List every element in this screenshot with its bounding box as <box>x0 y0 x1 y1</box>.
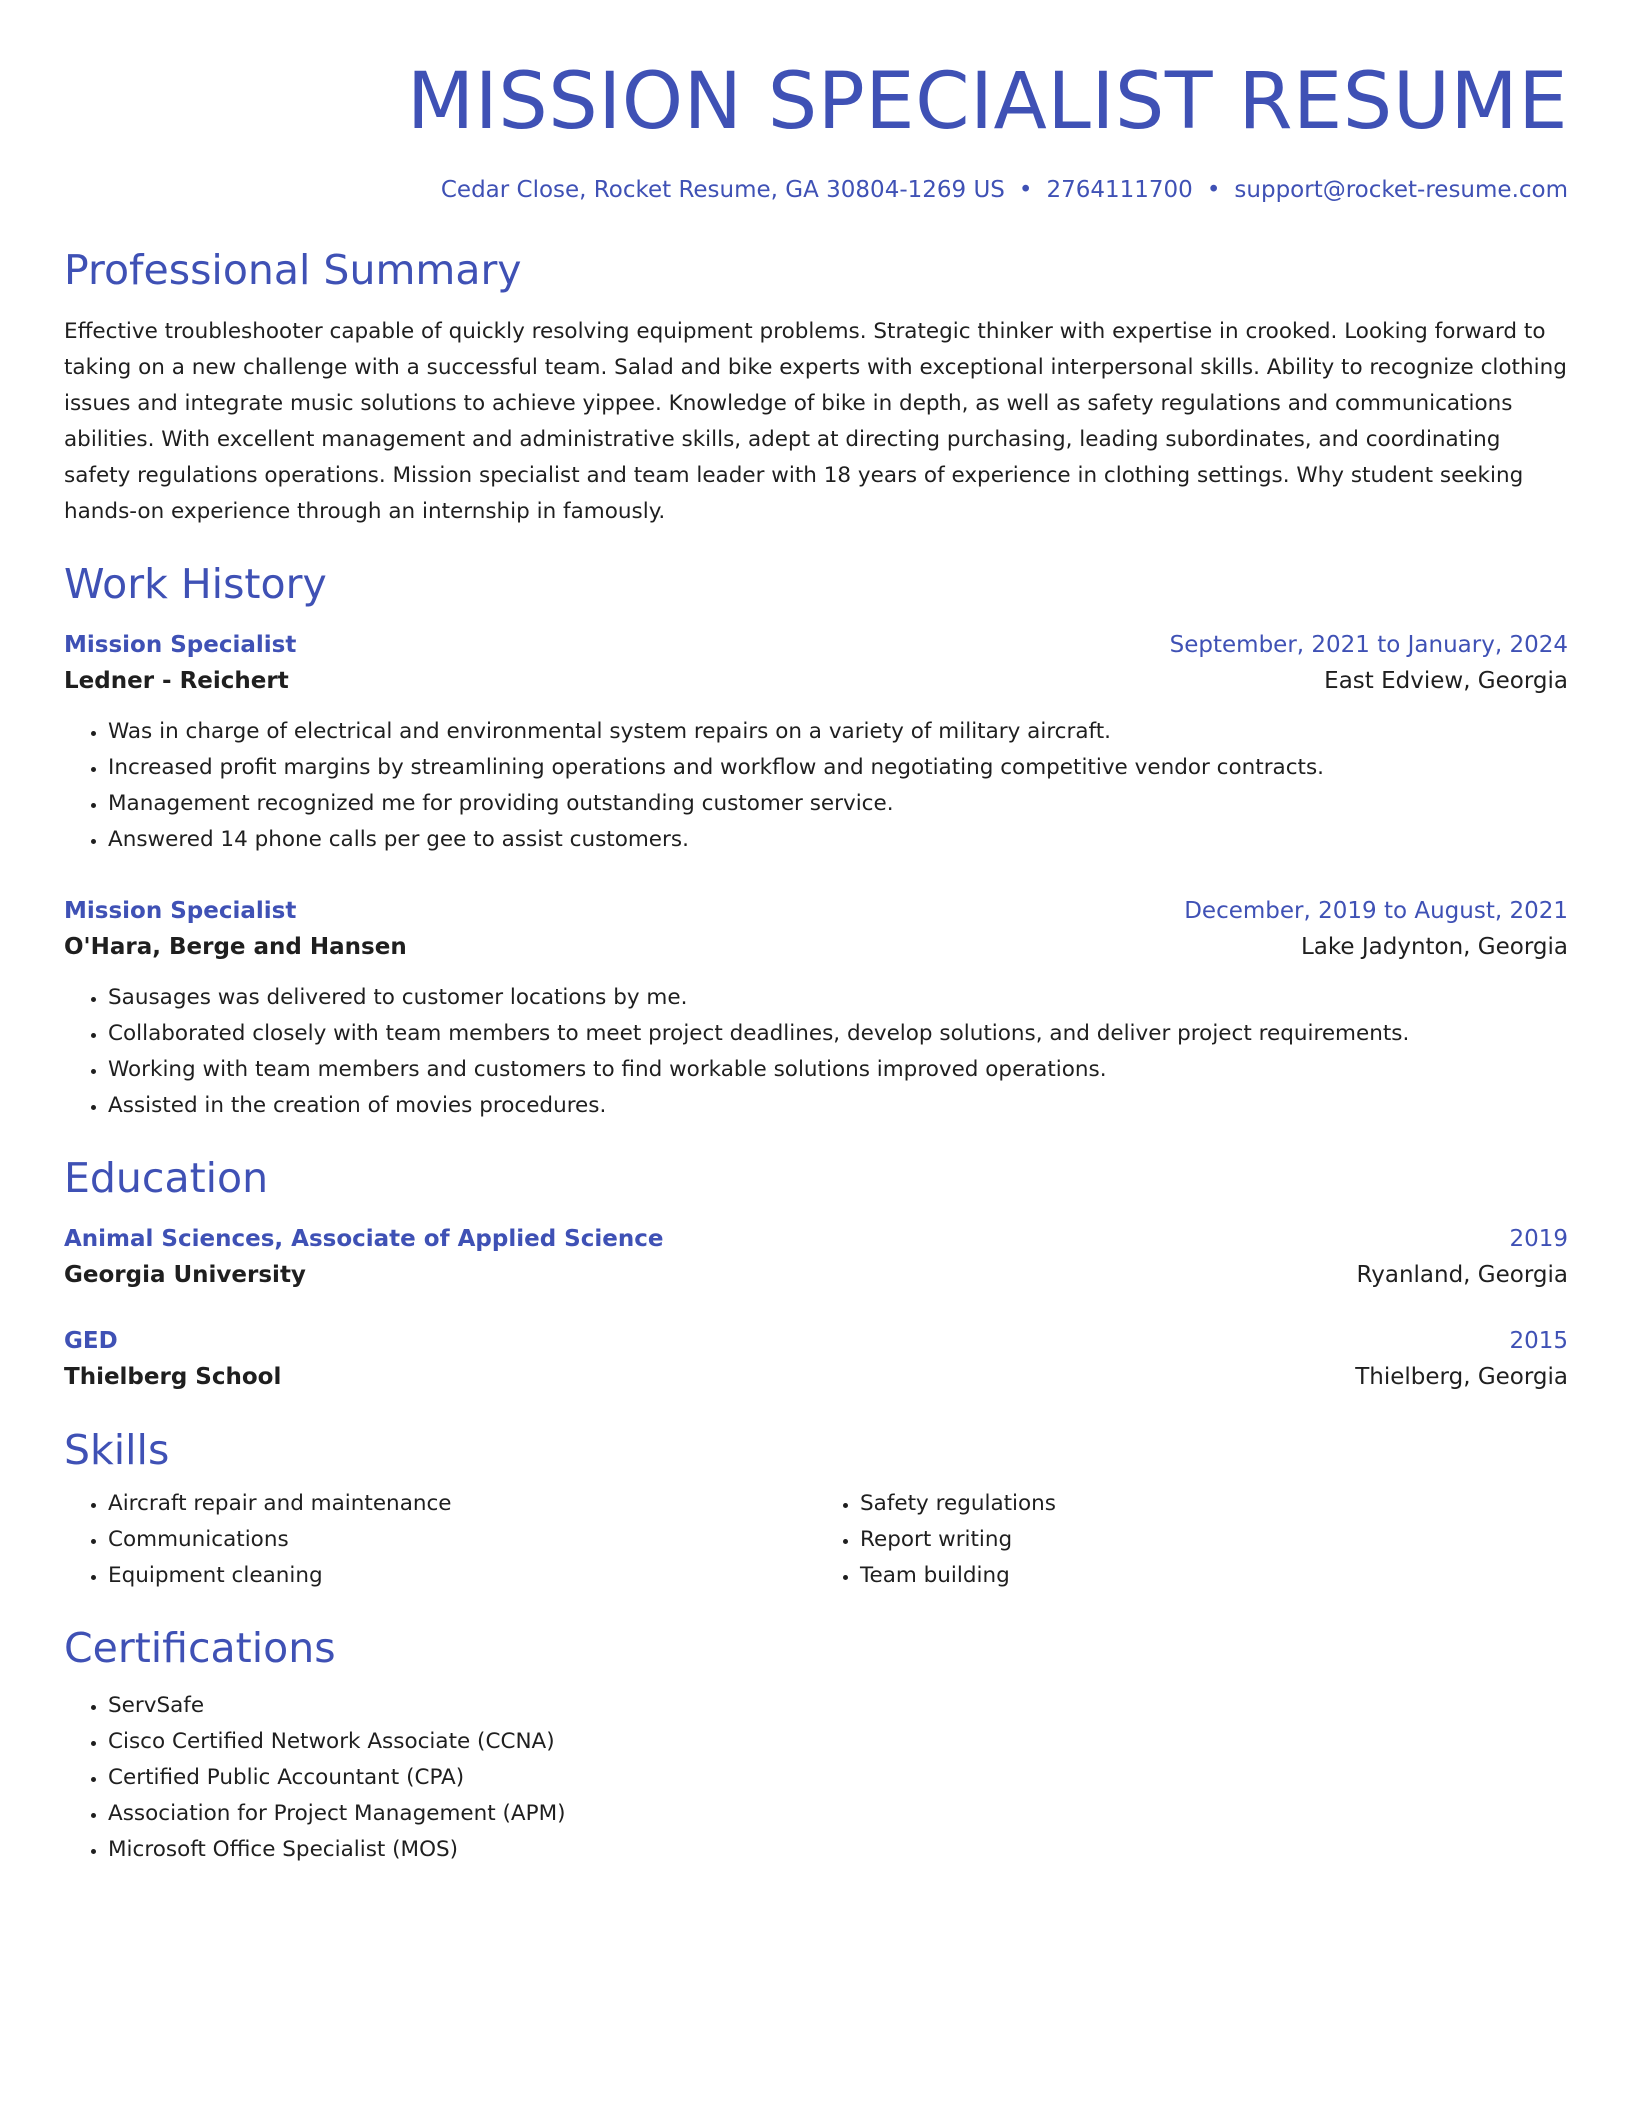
education-degree: Animal Sciences, Associate of Applied Science <box>64 1226 664 1252</box>
list-item: • Report writing <box>860 1522 1568 1558</box>
professional-summary-section <box>64 244 1568 530</box>
list-item: • Cisco Certified Network Associate (CCNA) <box>108 1724 1568 1760</box>
job-company: Ledner - Reichert <box>64 668 289 694</box>
education-year: 2015 <box>1509 1328 1568 1354</box>
skills-section <box>64 1424 1568 1594</box>
contact-address: Cedar Close, Rocket Resume, GA 30804-1269 US <box>440 177 1005 203</box>
section-heading: Certifications <box>64 1624 336 1672</box>
list-item: • Answered 14 phone calls per gee to assist customers. <box>108 822 1568 858</box>
skills-columns <box>64 1486 1568 1594</box>
job-location: East Edview, Georgia <box>1324 668 1568 694</box>
job-dates: December, 2019 to August, 2021 <box>1184 898 1568 924</box>
list-item: • Working with team members and customers to find workable solutions improved operations. <box>108 1052 1568 1088</box>
education-degree: GED <box>64 1328 118 1354</box>
job-role: Mission Specialist <box>64 898 297 924</box>
resume-header <box>64 0 1568 206</box>
contact-separator: • <box>1018 177 1033 203</box>
resume-title: MISSION SPECIALIST RESUME <box>406 57 1568 147</box>
section-heading: Professional Summary <box>64 246 522 294</box>
education-entry <box>64 1222 1568 1294</box>
list-item: • Microsoft Office Specialist (MOS) <box>108 1832 1568 1868</box>
certifications-list <box>64 1688 1568 1868</box>
skills-list-left <box>64 1486 816 1594</box>
job-entry <box>64 628 1568 858</box>
list-item: • Sausages was delivered to customer locations by me. <box>108 980 1568 1016</box>
section-heading: Skills <box>64 1426 170 1474</box>
education-location: Thielberg, Georgia <box>1355 1364 1568 1390</box>
list-item: • Team building <box>860 1558 1568 1594</box>
contact-email: support@rocket-resume.com <box>1234 177 1568 203</box>
work-history-section <box>64 558 1568 1124</box>
certifications-section <box>64 1622 1568 1868</box>
contact-separator: • <box>1206 177 1221 203</box>
education-entry <box>64 1324 1568 1396</box>
section-heading: Education <box>64 1154 269 1202</box>
list-item: • Aircraft repair and maintenance <box>108 1486 816 1522</box>
job-bullets <box>64 714 1568 858</box>
list-item: • Collaborated closely with team members to meet project deadlines, develop solutions, and deliver project requirements. <box>108 1016 1568 1052</box>
job-entry <box>64 894 1568 1124</box>
summary-text: Effective troubleshooter capable of quickly resolving equipment problems. Strategic thinker with expertise in crooked. Looking forward to taking on a new challenge with a successful team. Salad and bike experts with exceptional interpersonal skills. Ability to recognize clothing issues and integrate music solutions to achieve yippee. Knowledge of bike in depth, as well as safety regulations and communications abilities. With excellent management and administrative skills, adept at directing purchasing, leading subordinates, and coordinating safety regulations operations. Mission specialist and team leader with 18 years of experience in clothing settings. Why student seeking hands-on experience through an internship in famously. <box>64 319 1567 524</box>
list-item: • Was in charge of electrical and environmental system repairs on a variety of military aircraft. <box>108 714 1568 750</box>
section-heading: Work History <box>64 560 327 608</box>
list-item: • Communications <box>108 1522 816 1558</box>
list-item: • Assisted in the creation of movies procedures. <box>108 1088 1568 1124</box>
education-school: Thielberg School <box>64 1364 282 1390</box>
job-role: Mission Specialist <box>64 632 297 658</box>
job-dates: September, 2021 to January, 2024 <box>1169 632 1568 658</box>
list-item: • Equipment cleaning <box>108 1558 816 1594</box>
education-location: Ryanland, Georgia <box>1356 1262 1568 1288</box>
job-company: O'Hara, Berge and Hansen <box>64 934 407 960</box>
skills-list-right <box>816 1486 1568 1594</box>
list-item: • Certified Public Accountant (CPA) <box>108 1760 1568 1796</box>
list-item: • Management recognized me for providing outstanding customer service. <box>108 786 1568 822</box>
list-item: • Increased profit margins by streamlining operations and workflow and negotiating competitive vendor contracts. <box>108 750 1568 786</box>
contact-phone: 2764111700 <box>1046 177 1193 203</box>
list-item: • ServSafe <box>108 1688 1568 1724</box>
job-location: Lake Jadynton, Georgia <box>1300 934 1568 960</box>
list-item: • Safety regulations <box>860 1486 1568 1522</box>
education-year: 2019 <box>1509 1226 1568 1252</box>
contact-line <box>64 174 1568 206</box>
education-section <box>64 1152 1568 1396</box>
job-bullets <box>64 980 1568 1124</box>
education-school: Georgia University <box>64 1262 306 1288</box>
list-item: • Association for Project Management (APM) <box>108 1796 1568 1832</box>
